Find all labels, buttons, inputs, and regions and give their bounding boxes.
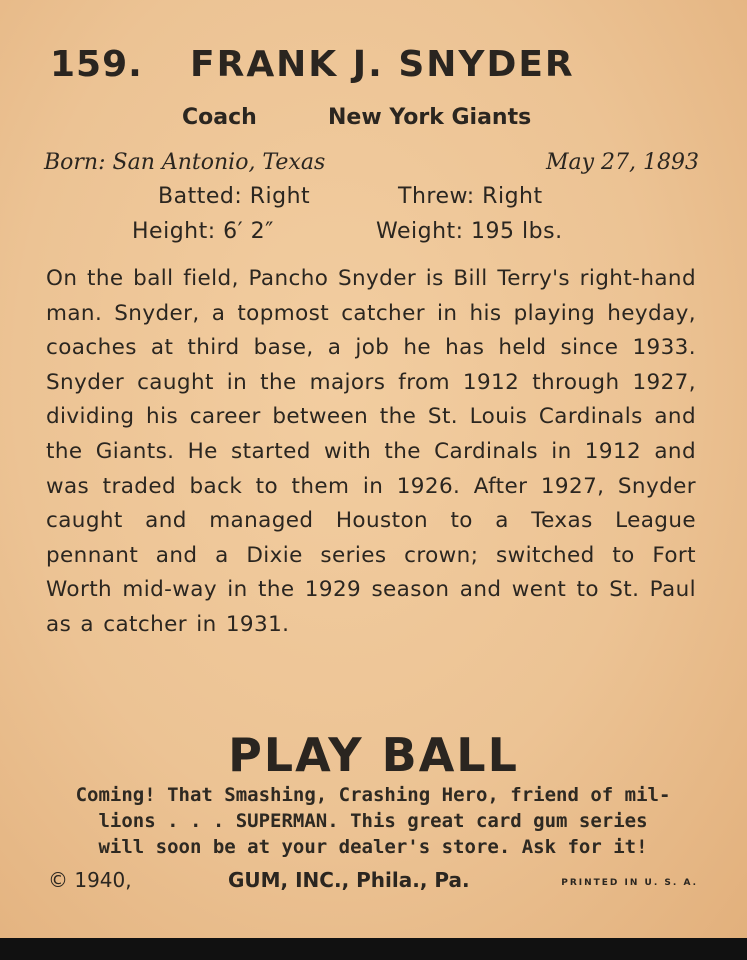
player-position: Coach [182,105,257,130]
birth-info-row [44,150,699,180]
player-team: New York Giants [328,105,532,130]
height: Height: 6′ 2″ [132,219,274,244]
printed-in-usa: PRINTED IN U. S. A. [561,878,698,888]
player-biography: On the ball field, Pancho Snyder is Bill Terry's right-hand man. Snyder, a topmost catcher in his playing heyday, coaches at third base, a job he has held since 1933. Snyder caught in the majors from 1912 through 1927, dividing his career between the St. Louis Cardinals and the Giants. He started with the Cardinals in 1912 and was traded back to them in 1926. After 1927, Snyder caught and managed Houston to a Texas League pennant and a Dixie series crown; switched to Fort Worth mid-way in the 1929 season and went to St. Paul as a catcher in 1931. [46,266,696,637]
card-number: 159. [50,44,143,85]
batted: Batted: Right [158,184,311,209]
promo-line: will soon be at your dealer's store. Ask for it! [98,836,648,858]
player-name: FRANK J. SNYDER [190,44,575,85]
card-footer [48,866,698,896]
series-title: PLAY BALL [228,728,519,782]
position-team-row [0,105,747,135]
publisher: GUM, INC., Phila., Pa. [228,868,470,892]
superman-promo [48,782,698,860]
weight: Weight: 195 lbs. [376,219,563,244]
card-header [50,44,730,94]
birthplace: Born: San Antonio, Texas [44,150,326,175]
scan-shadow [0,938,747,960]
threw: Threw: Right [398,184,543,209]
promo-line: lions . . . SUPERMAN. This great card gum series [98,810,648,832]
height-weight-row [0,219,747,249]
bat-throw-row [0,184,747,214]
promo-line: Coming! That Smashing, Crashing Hero, friend of mil- [75,784,671,806]
birth-date: May 27, 1893 [545,150,699,175]
copyright: © 1940, [48,868,132,892]
